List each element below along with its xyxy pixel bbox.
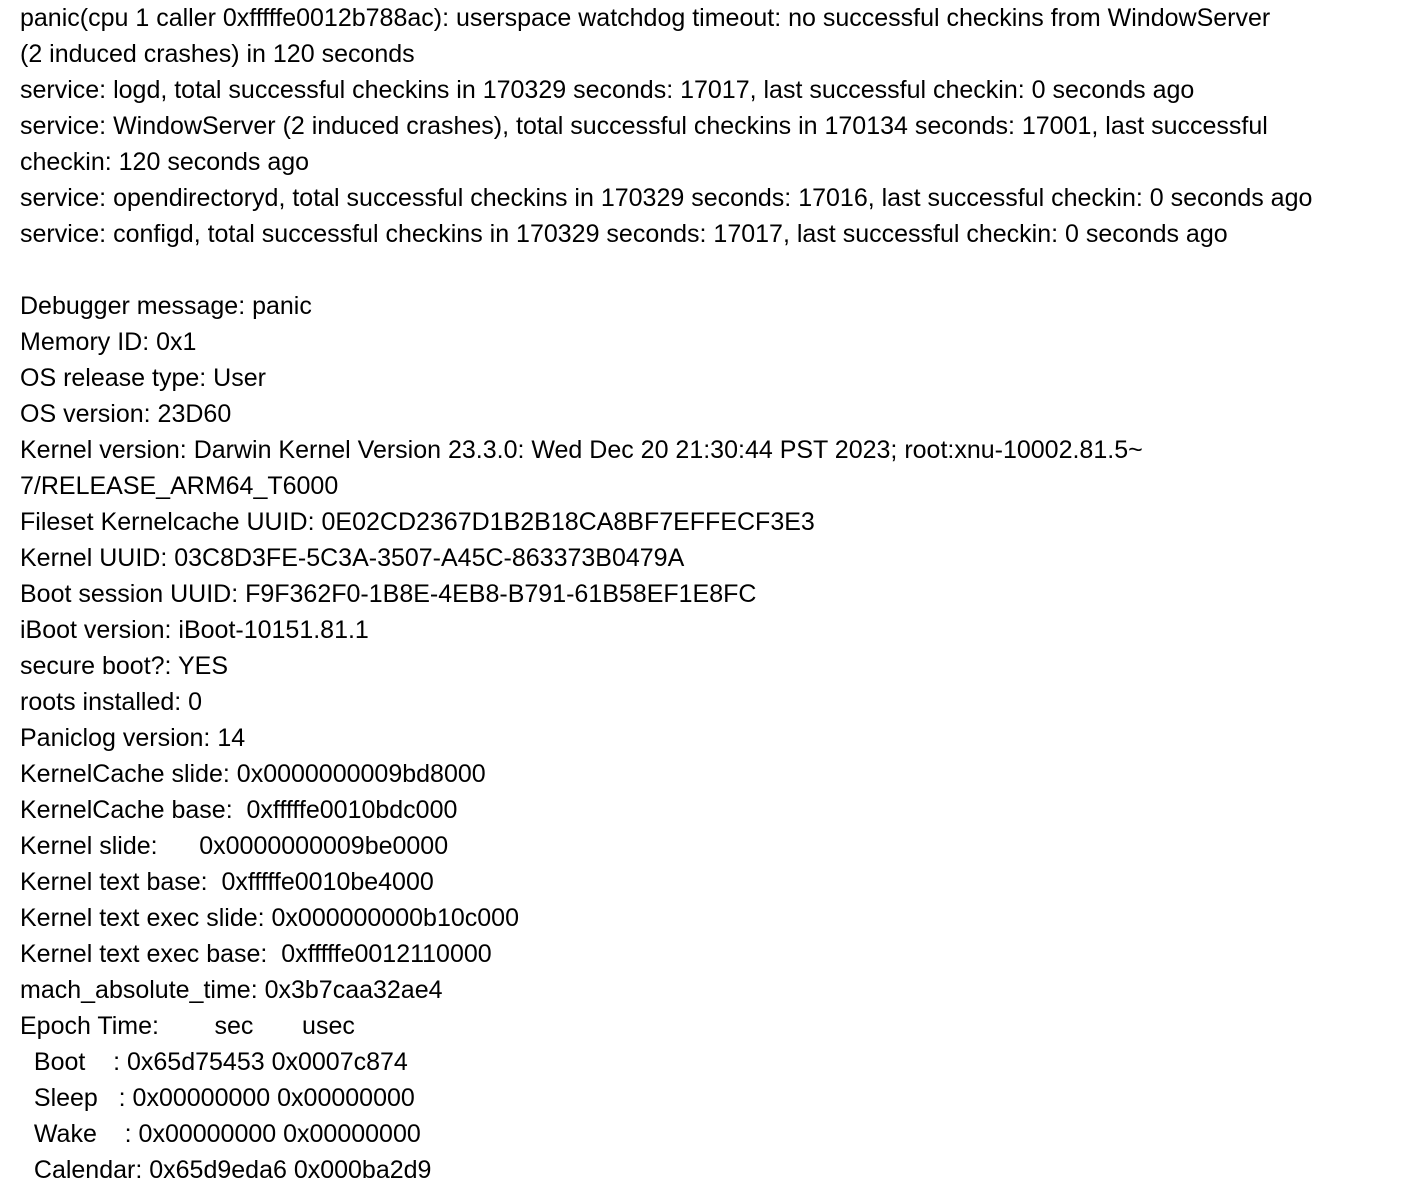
- kernel-slide: Kernel slide: 0x0000000009be0000: [20, 832, 449, 860]
- kernelcache-base: KernelCache base: 0xfffffe0010bdc000: [20, 796, 458, 824]
- mach-absolute-time: mach_absolute_time: 0x3b7caa32ae4: [20, 976, 443, 1004]
- boot-session-uuid: Boot session UUID: F9F362F0-1B8E-4EB8-B791-61B58EF1E8FC: [20, 580, 757, 608]
- epoch-wake: Wake : 0x00000000 0x00000000: [20, 1120, 421, 1148]
- service-windowserver-line-1: service: WindowServer (2 induced crashes), total successful checkins in 170134 seconds: 17001, last successful: [20, 112, 1268, 140]
- roots-installed: roots installed: 0: [20, 688, 203, 716]
- kernel-version-line-2: 7/RELEASE_ARM64_T6000: [20, 472, 339, 500]
- panic-header-line-2: (2 induced crashes) in 120 seconds: [20, 40, 415, 68]
- kernel-text-exec-base: Kernel text exec base: 0xfffffe0012110000: [20, 940, 492, 968]
- service-logd: service: logd, total successful checkins in 170329 seconds: 17017, last successful checkin: 0 seconds ago: [20, 76, 1195, 104]
- service-windowserver-line-2: checkin: 120 seconds ago: [20, 148, 310, 176]
- epoch-sleep: Sleep : 0x00000000 0x00000000: [20, 1084, 415, 1112]
- fileset-kernelcache-uuid: Fileset Kernelcache UUID: 0E02CD2367D1B2B18CA8BF7EFFECF3E3: [20, 508, 815, 536]
- panic-header-line-1: panic(cpu 1 caller 0xfffffe0012b788ac): userspace watchdog timeout: no successful checkins from WindowServer: [20, 4, 1271, 32]
- kernel-text-base: Kernel text base: 0xfffffe0010be4000: [20, 868, 434, 896]
- kernel-text-exec-slide: Kernel text exec slide: 0x000000000b10c000: [20, 904, 519, 932]
- service-configd: service: configd, total successful checkins in 170329 seconds: 17017, last successful checkin: 0 seconds ago: [20, 220, 1228, 248]
- paniclog-version: Paniclog version: 14: [20, 724, 246, 752]
- kernel-uuid: Kernel UUID: 03C8D3FE-5C3A-3507-A45C-863373B0479A: [20, 544, 685, 572]
- kernelcache-slide: KernelCache slide: 0x0000000009bd8000: [20, 760, 486, 788]
- epoch-time-header: Epoch Time: sec usec: [20, 1012, 355, 1040]
- os-version: OS version: 23D60: [20, 400, 232, 428]
- epoch-calendar: Calendar: 0x65d9eda6 0x000ba2d9: [20, 1156, 432, 1184]
- epoch-boot: Boot : 0x65d75453 0x0007c874: [20, 1048, 408, 1076]
- memory-id: Memory ID: 0x1: [20, 328, 197, 356]
- service-opendirectoryd: service: opendirectoryd, total successful checkins in 170329 seconds: 17016, last successful checkin: 0 seconds ago: [20, 184, 1313, 212]
- iboot-version: iBoot version: iBoot-10151.81.1: [20, 616, 369, 644]
- panic-log-document: [20, 0, 1405, 1188]
- os-release-type: OS release type: User: [20, 364, 266, 392]
- kernel-version-line-1: Kernel version: Darwin Kernel Version 23.3.0: Wed Dec 20 21:30:44 PST 2023; root:xnu-10002.81.5~: [20, 436, 1143, 464]
- blank-line: [20, 252, 1405, 288]
- debugger-message: Debugger message: panic: [20, 292, 312, 320]
- secure-boot: secure boot?: YES: [20, 652, 229, 680]
